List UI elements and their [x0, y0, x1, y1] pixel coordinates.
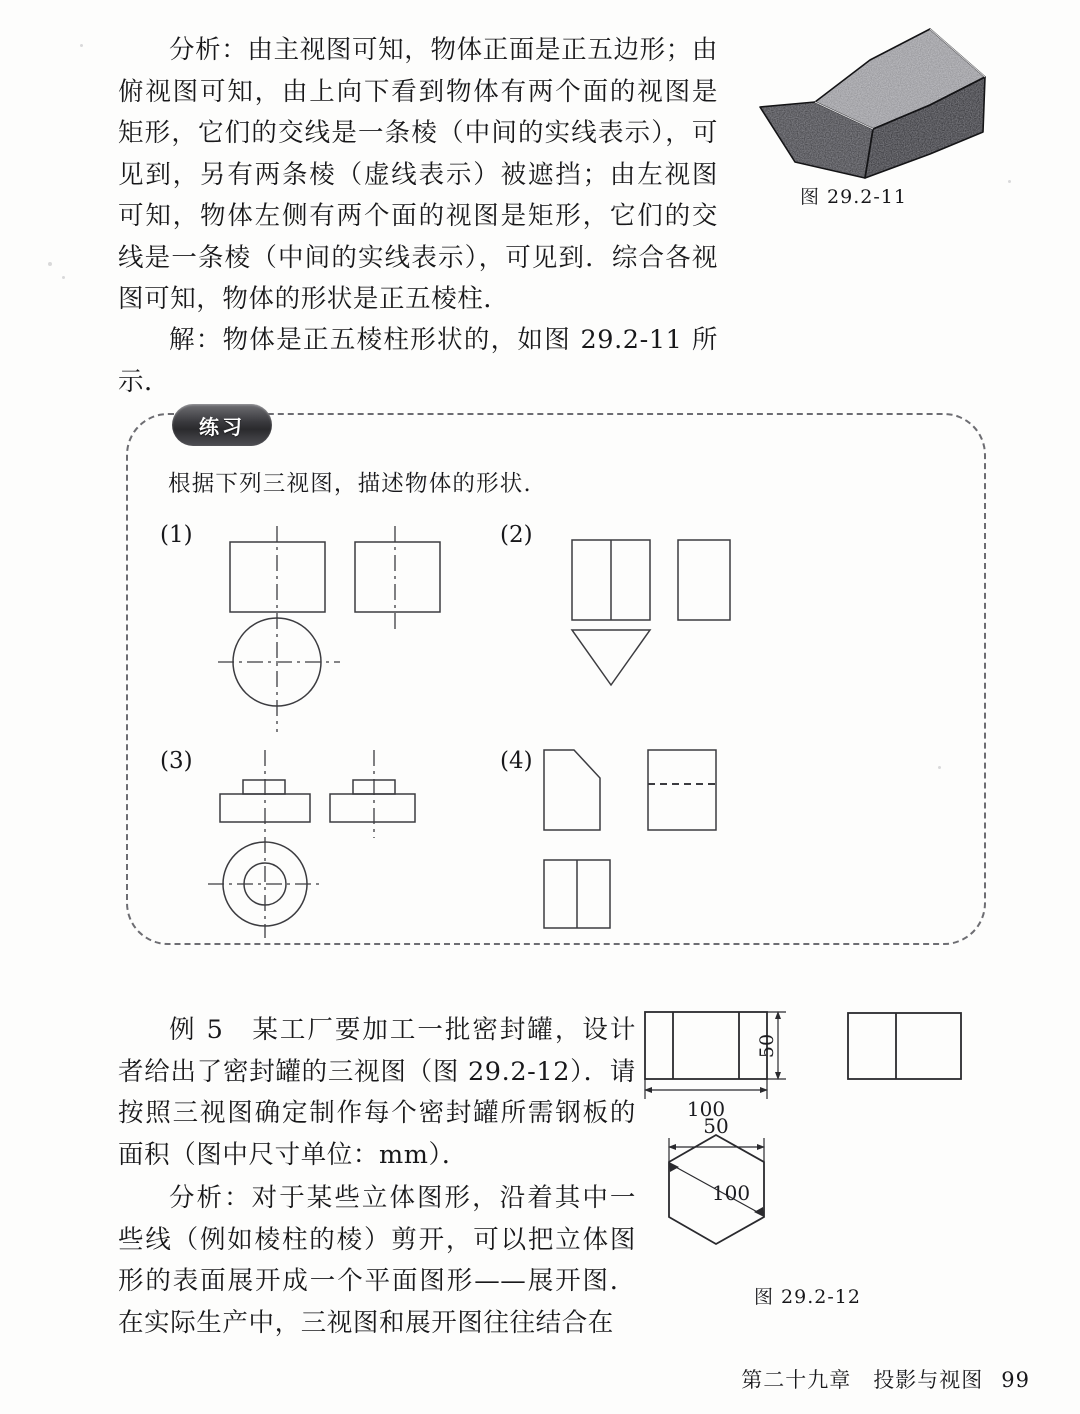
figure-caption-29-2-12: 图 29.2-12: [754, 1286, 861, 1308]
stepped-cylinder-three-view-icon: [190, 742, 490, 942]
footer-chapter: 第二十九章 投影与视图: [741, 1368, 984, 1392]
analysis-paragraph-1: [118, 30, 718, 321]
figure-caption-29-2-11: 图 29.2-11: [800, 186, 907, 208]
solution-paragraph-1: [118, 320, 718, 403]
dimension-hex-side: 50: [703, 1114, 729, 1138]
exercise-badge: 练习: [172, 404, 272, 446]
question-label-1: (1): [160, 522, 193, 548]
page-footer: [0, 1364, 1030, 1394]
three-view-drawing-icon: [636, 1002, 1036, 1292]
cylinder-three-view-icon: [190, 520, 490, 735]
figure-pentagonal-prism: [755, 22, 1055, 207]
footer-page-number: 99: [1001, 1368, 1030, 1392]
example-5-text: 例 5 某工厂要加工一批密封罐，设计者给出了密封罐的三视图（图 29.2-12）．请按照三视图确定制作每个密封罐所需钢板的面积（图中尺寸单位：mm）．: [118, 1015, 636, 1170]
scan-speckle: [62, 276, 65, 279]
solution-paragraph-1-text: 解：物体是正五棱柱形状的，如图 29.2-11 所示．: [118, 325, 718, 397]
chamfered-block-three-view-icon: [530, 742, 830, 942]
analysis-paragraph-2-text: 分析：对于某些立体图形，沿着其中一些线（例如棱柱的棱）剪开，可以把立体图形的表面展开成一个平面图形——展开图．在实际生产中，三视图和展开图往往结合在: [118, 1183, 636, 1338]
dimension-front-height: 50: [756, 1033, 778, 1059]
analysis-paragraph-1-text: 分析：由主视图可知，物体正面是正五边形；由俯视图可知，由上向下看到物体有两个面的视图是矩形，它们的交线是一条棱（中间的实线表示），可见到，另有两条棱（虚线表示）被遮挡；由左视图可知，物体左侧有两个面的视图是矩形，它们的交线是一条棱（中间的实线表示），可见到．综合各视图可知，物体的形状是正五棱柱．: [118, 35, 718, 314]
question-label-2: (2): [500, 522, 533, 548]
question-label-3: (3): [160, 748, 193, 774]
dimension-front-width: 100: [686, 1097, 726, 1121]
exercise-prompt: 根据下列三视图，描述物体的形状.: [168, 471, 532, 497]
question-label-4: (4): [500, 748, 533, 774]
example-5-paragraph: [118, 1010, 636, 1176]
wedge-three-view-icon: [530, 520, 830, 735]
dimension-hex-diagonal: 100: [711, 1181, 751, 1205]
analysis-paragraph-2: [118, 1178, 636, 1344]
pentagonal-prism-icon: [755, 22, 1055, 207]
scan-speckle: [80, 44, 83, 47]
scan-speckle: [48, 262, 52, 266]
